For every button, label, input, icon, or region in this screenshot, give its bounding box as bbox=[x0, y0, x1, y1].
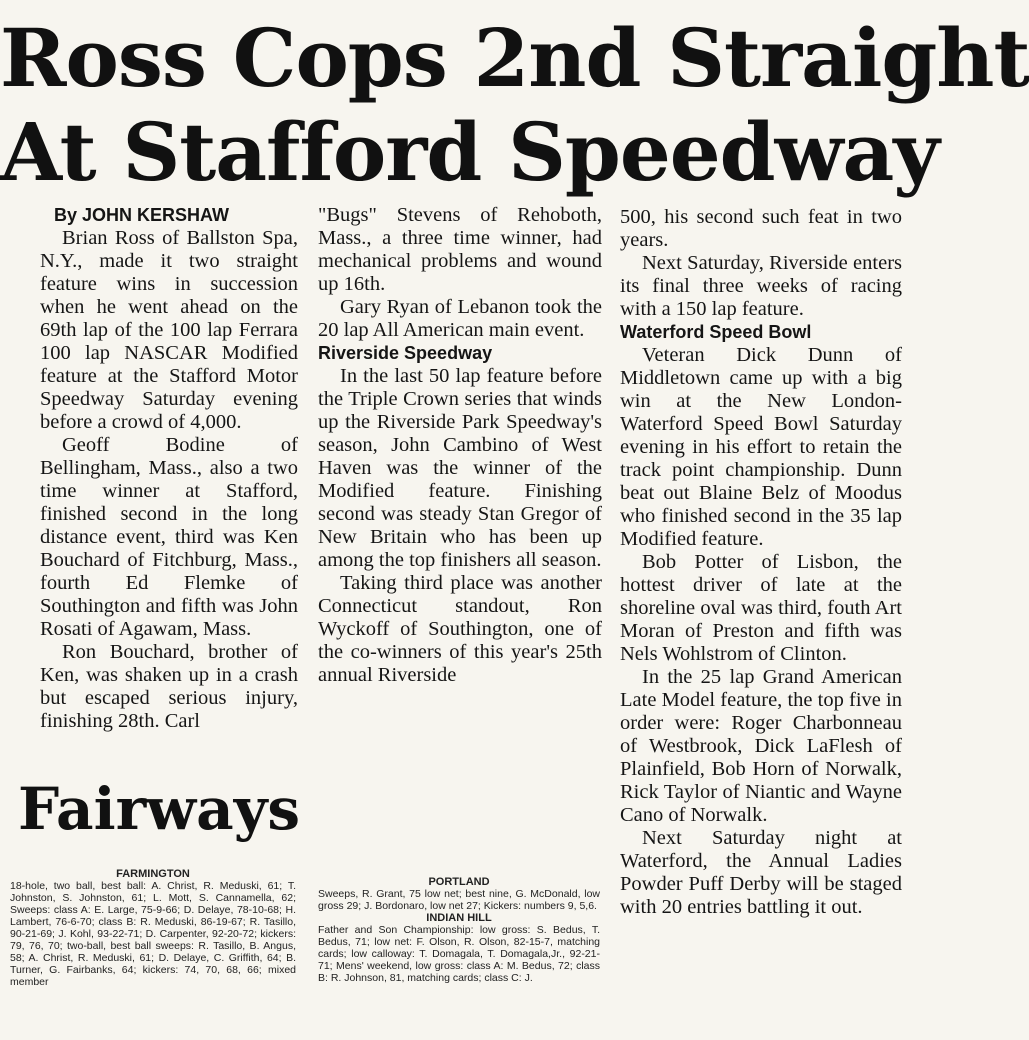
club-heading-portland: PORTLAND bbox=[428, 876, 490, 888]
byline: By JOHN KERSHAW bbox=[54, 205, 230, 225]
article-column-1 bbox=[40, 204, 298, 733]
paragraph: Veteran Dick Dunn of Middletown came up with a big win at the New London-Waterford Speed Bowl Saturday evening in his effort to retain the track point championship. Dunn beat out Blaine Belz of Moodus who finished second in the 35 lap Modified feature. bbox=[620, 344, 902, 550]
golf-results: 18-hole, two ball, best ball: A. Christ, R. Meduski, 61; T. Johnston, S. Johnston, 61; L. Mott, S. Cannamella, 62; Sweeps: class A: E. Large, 75-9-66; D. Delaye, 78-10-68; H. Lambert, 76-6-70; class B: R. Meduski, 86-19-67; R. Tasillo, 90-21-69; J. Kohl, 93-22-71; D. Carpenter, 92-20-72; kickers: 79, 76, 70; two-ball, best ball sweeps: R. Tasillo, B. Angus, 58; A. Christ, R. Meduski, 61; D. Delaye, C. Griffith, 64; B. Turner, G. Fairbanks, 64; kickers: 74, 70, 68, 66; mixed member bbox=[10, 880, 296, 988]
article-column-2 bbox=[318, 204, 602, 687]
paragraph: 500, his second such feat in two years. bbox=[620, 206, 902, 251]
paragraph: Ron Bouchard, brother of Ken, was shaken up in a crash but escaped serious injury, finishing 28th. Carl bbox=[40, 641, 298, 732]
paragraph: Gary Ryan of Lebanon took the 20 lap All American main event. bbox=[318, 296, 602, 341]
paragraph: Geoff Bodine of Bellingham, Mass., also a two time winner at Stafford, finished second in the long distance event, third was Ken Bouchard of Fitchburg, Mass., fourth Ed Flemke of Southington and fifth was John Rosati of Agawam, Mass. bbox=[40, 434, 298, 640]
fairways-title: Fairways bbox=[18, 775, 301, 843]
club-heading-farmington: FARMINGTON bbox=[116, 868, 190, 880]
subhead-riverside: Riverside Speedway bbox=[318, 343, 493, 363]
paragraph: In the last 50 lap feature before the Triple Crown series that winds up the Riverside Park Speedway's season, John Cambino of West Haven was the winner of the Modified feature. Finishing second was steady Stan Gregor of New Britain who has been up among the top finishers all season. bbox=[318, 365, 602, 571]
paragraph: Next Saturday, Riverside enters its final three weeks of racing with a 150 lap feature. bbox=[620, 252, 902, 320]
subhead-waterford: Waterford Speed Bowl bbox=[620, 322, 812, 342]
club-heading-indian-hill: INDIAN HILL bbox=[426, 912, 492, 924]
fairways-column-1 bbox=[10, 868, 296, 988]
headline-line-2: At Stafford Speedway bbox=[0, 105, 939, 199]
paragraph: Bob Potter of Lisbon, the hottest driver of late at the shoreline oval was third, fouth Art Moran of Preston and fifth was Nels Wohlstrom of Clinton. bbox=[620, 551, 902, 665]
paragraph: Brian Ross of Ballston Spa, N.Y., made it two straight feature wins in succession when he went ahead on the 69th lap of the 100 lap Ferrara 100 lap NASCAR Modified feature at the Stafford Motor Speedway Saturday evening before a crowd of 4,000. bbox=[40, 227, 298, 433]
article-column-3 bbox=[620, 206, 902, 919]
golf-results: Father and Son Championship: low gross: S. Bedus, T. Bedus, 71; low net: F. Olson, R. Olson, 82-15-7, matching cards; low calloway: T. Domagala, T. Domagala,Jr., 92-21-71; Mens' weekend, low gross: class A: M. Bedus, 72; class B: R. Johnson, 81, matching cards; class C: J. bbox=[318, 924, 600, 984]
fairways-column-2 bbox=[318, 876, 600, 984]
paragraph: "Bugs" Stevens of Rehoboth, Mass., a three time winner, had mechanical problems and wound up 16th. bbox=[318, 204, 602, 295]
headline-line-1: Ross Cops 2nd Straight bbox=[0, 11, 1029, 105]
golf-results: Sweeps, R. Grant, 75 low net; best nine, G. McDonald, low gross 29; J. Bordonaro, low net 27; Kickers: numbers 9, 5,6. bbox=[318, 888, 600, 912]
paragraph: Taking third place was another Connecticut standout, Ron Wyckoff of Southington, one of the co-winners of this year's 25th annual Riverside bbox=[318, 572, 602, 686]
paragraph: In the 25 lap Grand American Late Model feature, the top five in order were: Roger Charbonneau of Westbrook, Dick LaFlesh of Plainfield, Bob Horn of Norwalk, Rick Taylor of Niantic and Wayne Cano of Norwalk. bbox=[620, 666, 902, 826]
paragraph: Next Saturday night at Waterford, the Annual Ladies Powder Puff Derby will be staged with 20 entries battling it out. bbox=[620, 827, 902, 918]
